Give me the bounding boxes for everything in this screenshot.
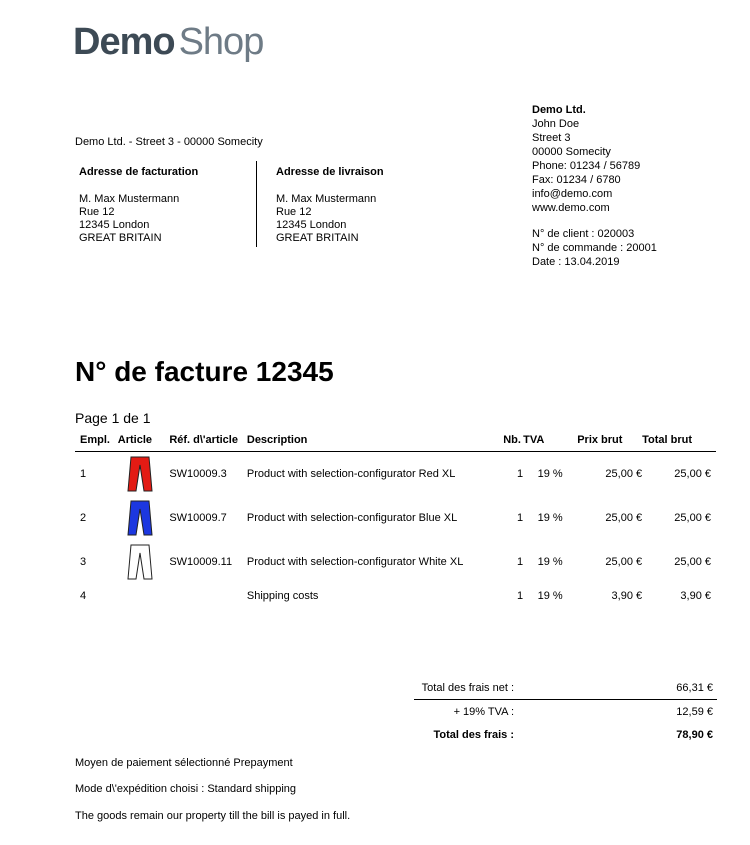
cell-reference: SW10009.7 xyxy=(169,512,227,524)
company-email: info@demo.com xyxy=(532,188,613,200)
cell-tax: 19 % xyxy=(537,590,563,602)
cell-total: 25,00 € xyxy=(674,512,711,524)
header-total: Total brut xyxy=(642,429,716,452)
cell-reference: SW10009.3 xyxy=(169,468,227,480)
cell-price: 25,00 € xyxy=(605,512,643,524)
customer-number: N° de client : 020003 xyxy=(532,228,635,240)
logo-demo-text: Demo xyxy=(73,21,175,63)
company-fax: Fax: 01234 / 6780 xyxy=(532,174,621,186)
cell-article xyxy=(118,452,170,497)
table-row xyxy=(75,452,716,497)
shipping-address xyxy=(276,166,384,245)
cell-article xyxy=(118,584,170,608)
totals-tax-value: 12,59 € xyxy=(676,705,713,718)
shipping-line: Rue 12 xyxy=(276,206,312,218)
company-line: Street 3 xyxy=(532,132,571,144)
billing-line: 12345 London xyxy=(79,219,150,231)
company-name: Demo Ltd. xyxy=(532,104,586,116)
totals-sum-value: 78,90 € xyxy=(676,728,713,741)
cell-price: 25,00 € xyxy=(605,556,643,568)
cell-tax: 19 % xyxy=(537,468,563,480)
company-line: 00000 Somecity xyxy=(532,146,611,158)
pants-blue-icon xyxy=(126,500,154,536)
invoice-title: N° de facture 12345 xyxy=(75,356,334,387)
shipping-line: 12345 London xyxy=(276,219,347,231)
totals-net-label: Total des frais net : xyxy=(421,681,514,694)
cell-tax: 19 % xyxy=(537,512,563,524)
table-row xyxy=(75,540,716,584)
totals-sum-label: Total des frais : xyxy=(433,728,514,741)
totals-tax-row xyxy=(414,700,717,723)
company-line: John Doe xyxy=(532,118,580,130)
address-divider xyxy=(256,161,257,247)
cell-position: 3 xyxy=(80,556,87,568)
sender-line: Demo Ltd. - Street 3 - 00000 Somecity xyxy=(75,136,263,148)
cell-quantity: 1 xyxy=(517,556,524,568)
header-article: Article xyxy=(118,429,170,452)
totals-sum-row xyxy=(414,723,717,746)
totals-tax-label: + 19% TVA : xyxy=(453,705,514,718)
cell-position: 4 xyxy=(80,590,87,602)
header-tax: TVA xyxy=(523,429,577,452)
pants-white-icon xyxy=(126,544,154,580)
cell-price: 3,90 € xyxy=(611,590,643,602)
cell-article xyxy=(118,496,170,540)
totals-block xyxy=(414,676,717,746)
totals-net-row xyxy=(414,676,717,700)
invoice-date: Date : 13.04.2019 xyxy=(532,256,620,268)
company-website: www.demo.com xyxy=(532,202,610,214)
cell-reference xyxy=(169,584,247,608)
billing-line: GREAT BRITAIN xyxy=(79,232,162,244)
logo xyxy=(73,14,263,64)
cell-description: Product with selection-configurator Blue XL xyxy=(246,512,458,524)
billing-heading: Adresse de facturation xyxy=(79,166,199,178)
pants-shape xyxy=(128,457,152,491)
header-position: Empl. xyxy=(75,429,118,452)
pants-shape xyxy=(128,501,152,535)
cell-tax: 19 % xyxy=(537,556,563,568)
cell-description: Shipping costs xyxy=(246,590,319,602)
page-indicator: Page 1 de 1 xyxy=(75,410,151,426)
shipping-line: M. Max Mustermann xyxy=(276,193,377,205)
billing-line: M. Max Mustermann xyxy=(79,193,180,205)
shipping-heading: Adresse de livraison xyxy=(276,166,384,178)
order-number: N° de commande : 20001 xyxy=(532,242,657,254)
table-row xyxy=(75,496,716,540)
header-reference: Réf. d\'article xyxy=(169,429,247,452)
pants-red-icon xyxy=(126,456,154,492)
dispatch-method: Mode d\'expédition choisi : Standard shipping xyxy=(75,783,297,795)
cell-description: Product with selection-configurator White XL xyxy=(246,556,464,568)
cell-position: 2 xyxy=(80,512,87,524)
company-info xyxy=(532,103,657,269)
cell-article xyxy=(118,540,170,584)
cell-position: 1 xyxy=(80,468,87,480)
cell-quantity: 1 xyxy=(517,590,524,602)
table-header-row xyxy=(75,429,716,452)
billing-address xyxy=(79,166,198,245)
logo-shop-text: Shop xyxy=(178,21,264,63)
table-row xyxy=(75,584,716,608)
header-price: Prix brut xyxy=(577,429,642,452)
ownership-note: The goods remain our property till the bill is payed in full. xyxy=(75,810,351,822)
company-phone: Phone: 01234 / 56789 xyxy=(532,160,641,172)
cell-reference: SW10009.11 xyxy=(169,556,233,568)
header-quantity: Nb. xyxy=(503,429,523,452)
payment-method: Moyen de paiement sélectionné Prepayment xyxy=(75,757,293,769)
totals-net-value: 66,31 € xyxy=(676,681,713,694)
items-table xyxy=(75,429,716,608)
header-description: Description xyxy=(247,429,503,452)
cell-quantity: 1 xyxy=(517,468,524,480)
spacer xyxy=(532,215,657,227)
cell-total: 25,00 € xyxy=(674,556,711,568)
shipping-line: GREAT BRITAIN xyxy=(276,232,359,244)
cell-total: 3,90 € xyxy=(680,590,711,602)
cell-price: 25,00 € xyxy=(605,468,643,480)
cell-total: 25,00 € xyxy=(674,468,711,480)
cell-quantity: 1 xyxy=(517,512,524,524)
pants-shape xyxy=(128,545,152,579)
cell-description: Product with selection-configurator Red XL xyxy=(246,468,456,480)
billing-line: Rue 12 xyxy=(79,206,115,218)
